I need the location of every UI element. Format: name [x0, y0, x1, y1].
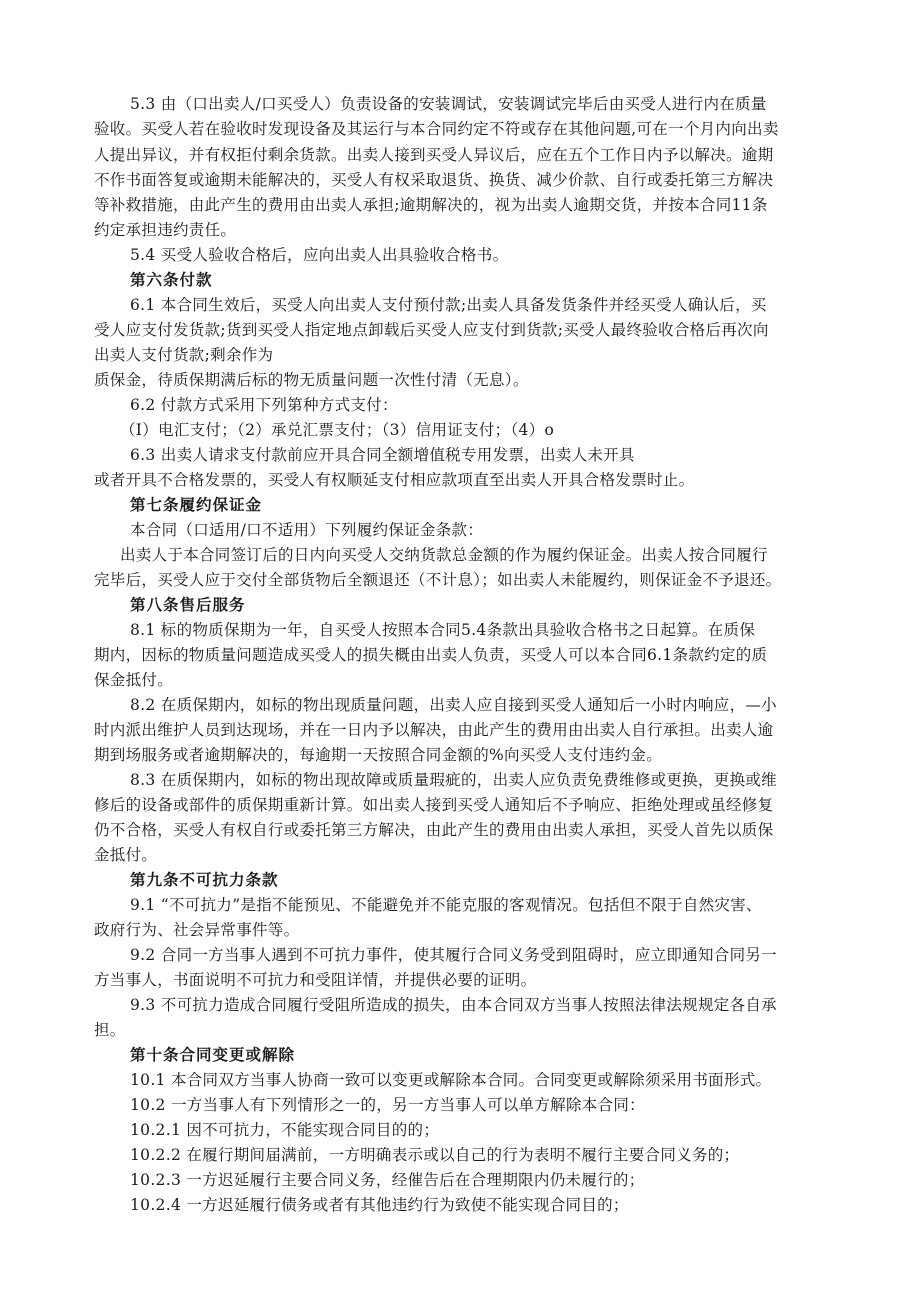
text-line: 验收。买受人若在验收时发现设备及其运行与本合同约定不符或存在其他问题,可在一个月内向出卖 [94, 120, 779, 138]
text-line: 完毕后，买受人应于交付全部货物后全额退还（不计息）；如出卖人未能履约，则保证金不予退还。 [94, 571, 782, 589]
text-line: 本合同（口适用/口不适用）下列履约保证金条款： [130, 521, 484, 539]
text-line: 9.3 不可抗力造成合同履行受阻所造成的损失，由本合同双方当事人按照法律法规规定各自承 [130, 996, 777, 1014]
text-line: 政府行为、社会异常事件等。 [94, 921, 300, 939]
text-line: 期内，因标的物质量问题造成买受人的损失概由出卖人负责，买受人可以本合同6.1条款约定的质 [94, 646, 768, 664]
text-line: 期到场服务或者逾期解决的，每逾期一天按照合同金额的%向买受人支付违约金。 [94, 746, 663, 764]
text-line: 6.2 付款方式采用下列第种方式支付： [130, 396, 398, 414]
section-heading: 第七条履约保证金 [130, 495, 263, 514]
text-line: 仍不合格，买受人有权自行或委托第三方解决，由此产生的费用由出卖人承担，买受人首先以质保 [94, 821, 774, 839]
text-line: 金抵付。 [94, 846, 158, 864]
text-line: 10.2.3 一方迟延履行主要合同义务，经催告后在合理期限内仍未履行的； [130, 1171, 645, 1189]
text-line: （I）电汇支付；（2）承兑汇票支付；（3）信用证支付；（4）o [120, 421, 555, 439]
text-line: 10.2 一方当事人有下列情形之一的，另一方当事人可以单方解除本合同： [130, 1096, 645, 1114]
text-line: 出卖人支付货款;剩余作为 [94, 346, 274, 364]
text-line: 或者开具不合格发票的，买受人有权顺延支付相应款项直至出卖人开具合格发票时止。 [94, 471, 695, 489]
text-line: 担。 [94, 1021, 126, 1039]
text-line: 10.2.2 在履行期间届满前，一方明确表示或以自己的行为表明不履行主要合同义务的； [130, 1146, 740, 1164]
section-heading: 第六条付款 [130, 270, 213, 289]
text-line: 方当事人，书面说明不可抗力和受阻详情，并提供必要的证明。 [94, 971, 537, 989]
text-line: 5.3 由（口出卖人/口买受人）负责设备的安装调试，安装调试完毕后由买受人进行内在质量 [130, 95, 767, 113]
text-line: 9.2 合同一方当事人遇到不可抗力事件，使其履行合同义务受到阻碍时，应立即通知合同另一 [130, 946, 777, 964]
text-line: 8.3 在质保期内，如标的物出现故障或质量瑕疵的，出卖人应负责免费维修或更换，更换或维 [130, 771, 777, 789]
text-line: 5.4 买受人验收合格后，应向出卖人出具验收合格书。 [130, 246, 509, 264]
text-line: 10.1 本合同双方当事人协商一致可以变更或解除本合同。合同变更或解除须采用书面形式。 [130, 1071, 772, 1089]
text-line: 约定承担违约责任。 [94, 221, 237, 239]
section-heading: 第九条不可抗力条款 [130, 870, 279, 889]
text-line: 修后的设备或部件的质保期重新计算。如出卖人接到买受人通知后不予响应、拒绝处理或虽经修复 [94, 796, 774, 814]
text-line: 10.2.1 因不可抗力，不能实现合同目的的； [130, 1121, 440, 1139]
text-line: 质保金，待质保期满后标的物无质量问题一次性付清（无息）。 [94, 371, 529, 389]
text-line: 等补救措施，由此产生的费用由出卖人承担;逾期解决的，视为出卖人逾期交货，并按本合同11条 [94, 196, 768, 214]
text-line: 不作书面答复或逾期未能解决的，买受人有权采取退货、换货、减少价款、自行或委托第三方解决 [94, 171, 774, 189]
text-line: 8.1 标的物质保期为一年，自买受人按照本合同5.4条款出具验收合格书之日起算。在质保 [130, 621, 756, 639]
text-line: 保金抵付。 [94, 671, 174, 689]
text-line: 人提出异议，并有权拒付剩余货款。出卖人接到买受人异议后，应在五个工作日内予以解决。逾期 [94, 146, 774, 164]
text-line: 受人应支付发货款;货到买受人指定地点卸载后买受人应支付到货款;买受人最终验收合格后再次向 [94, 321, 769, 339]
text-line: 9.1 “不可抗力”是指不能预见、不能避免并不能克服的客观情况。包括但不限于自然灾害、 [130, 896, 762, 914]
section-heading: 第八条售后服务 [130, 595, 246, 614]
text-line: 6.1 本合同生效后，买受人向出卖人支付预付款;出卖人具备发货条件并经买受人确认后，买 [130, 296, 767, 314]
text-line: 6.3 出卖人请求支付款前应开具合同全额增值税专用发票，出卖人未开具 [130, 446, 635, 464]
text-line: 出卖人于本合同签订后的日内向买受人交纳货款总金额的作为履约保证金。出卖人按合同履行 [120, 546, 768, 564]
section-heading: 第十条合同变更或解除 [130, 1045, 296, 1064]
text-line: 8.2 在质保期内，如标的物出现质量问题，出卖人应自接到买受人通知后一小时内响应，—小 [130, 696, 777, 714]
text-line: 时内派出维护人员到达现场，并在一日内予以解决，由此产生的费用由出卖人自行承担。出卖人逾 [94, 721, 774, 739]
text-line: 10.2.4 一方迟延履行债务或者有其他违约行为致使不能实现合同目的； [130, 1196, 629, 1214]
